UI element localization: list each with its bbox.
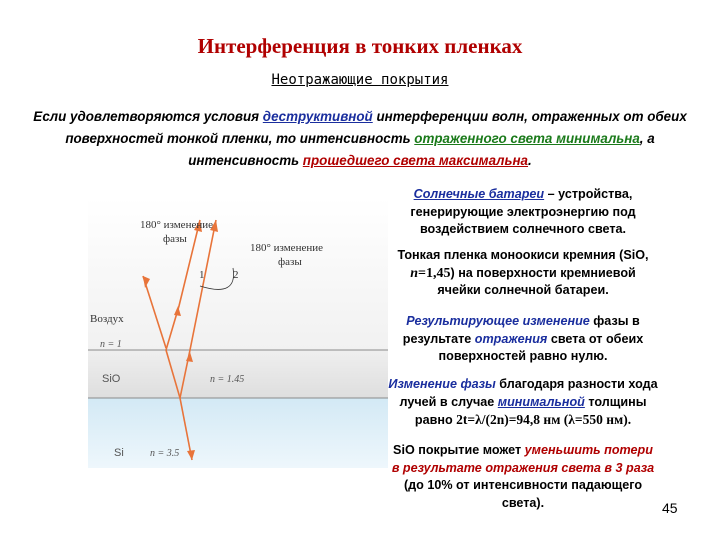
phase-label-2a: 180° изменение: [250, 242, 323, 254]
slide-subtitle: Неотражающие покрытия: [271, 72, 449, 88]
si-substrate: [88, 398, 388, 468]
film-text-2: ) на поверхности кремниевой ячейки солнечной батареи.: [437, 265, 636, 297]
result-text-1: фазы в результате: [402, 314, 640, 346]
sio-three: 3 раза: [615, 460, 655, 475]
intro-transmitted-max: прошедшего света максимальна: [302, 153, 529, 168]
intro-reflected-min: отраженного света минимальна: [414, 131, 640, 146]
film-eq: =1,45: [418, 265, 451, 281]
sio-label: SiO: [102, 373, 121, 385]
change-text-2: толщины равно: [414, 394, 647, 427]
slide-title: Интерференция в тонких пленках: [197, 34, 523, 58]
result-text: [388, 313, 658, 366]
intro-text-3: , а интенсивность: [188, 131, 655, 168]
air-label: Воздух: [90, 313, 124, 325]
phase-change-text: [388, 376, 658, 430]
change-min: минимальной: [497, 394, 585, 409]
intro-text-4: .: [528, 153, 532, 168]
film-text: [388, 247, 658, 300]
film-text-1: Тонкая пленка моноокиси кремния (SiO,: [397, 248, 649, 262]
result-text-2: света от обеих поверхностей равно нулю.: [438, 331, 644, 363]
film-n: n: [410, 265, 419, 281]
change-term: Изменение фазы: [388, 377, 496, 391]
phase-label-1b: фазы: [163, 233, 187, 245]
solar-term: Солнечные батареи: [413, 187, 545, 201]
sio-reduce: уменьшить потери в результате отражения света в: [391, 443, 653, 475]
si-label: Si: [114, 447, 124, 459]
solar-rest: – устройства, генерирующие электроэнергию под воздействием солнечного света.: [410, 187, 636, 236]
phase-label-2b: фазы: [278, 256, 302, 268]
solar-text: [388, 186, 658, 239]
result-term: Результирующее изменение: [406, 314, 590, 328]
ray-1-label: 1: [199, 269, 205, 281]
intro-destructive: деструктивной: [262, 109, 373, 124]
n-sio-label: n = 1.45: [210, 374, 245, 385]
change-text-1: благодаря разности хода лучей в случае: [399, 377, 658, 409]
thin-film-diagram: [88, 198, 388, 468]
change-formula: 2t=λ/(2n)=94,8 нм (λ=550 нм).: [456, 412, 632, 427]
intro-text-2: интерференции волн, отраженных от обеих поверхностей тонкой пленки, то интенсивность: [65, 109, 687, 146]
intro-text-1: Если удовлетворяются условия: [33, 109, 263, 124]
intro-paragraph: [30, 106, 690, 172]
sio-text-1: SiO покрытие может: [393, 443, 525, 457]
sio-text-2: (до 10% от интенсивности падающего света).: [403, 478, 643, 510]
n-si-label: n = 3.5: [150, 448, 180, 459]
n-air-label: n = 1: [100, 339, 122, 350]
sio-coating-text: [388, 442, 658, 512]
page-number: 45: [662, 500, 678, 516]
result-reflection: отражения: [474, 331, 548, 346]
ray-2-label: 2: [233, 269, 239, 281]
phase-label-1a: 180° изменение: [140, 219, 213, 231]
